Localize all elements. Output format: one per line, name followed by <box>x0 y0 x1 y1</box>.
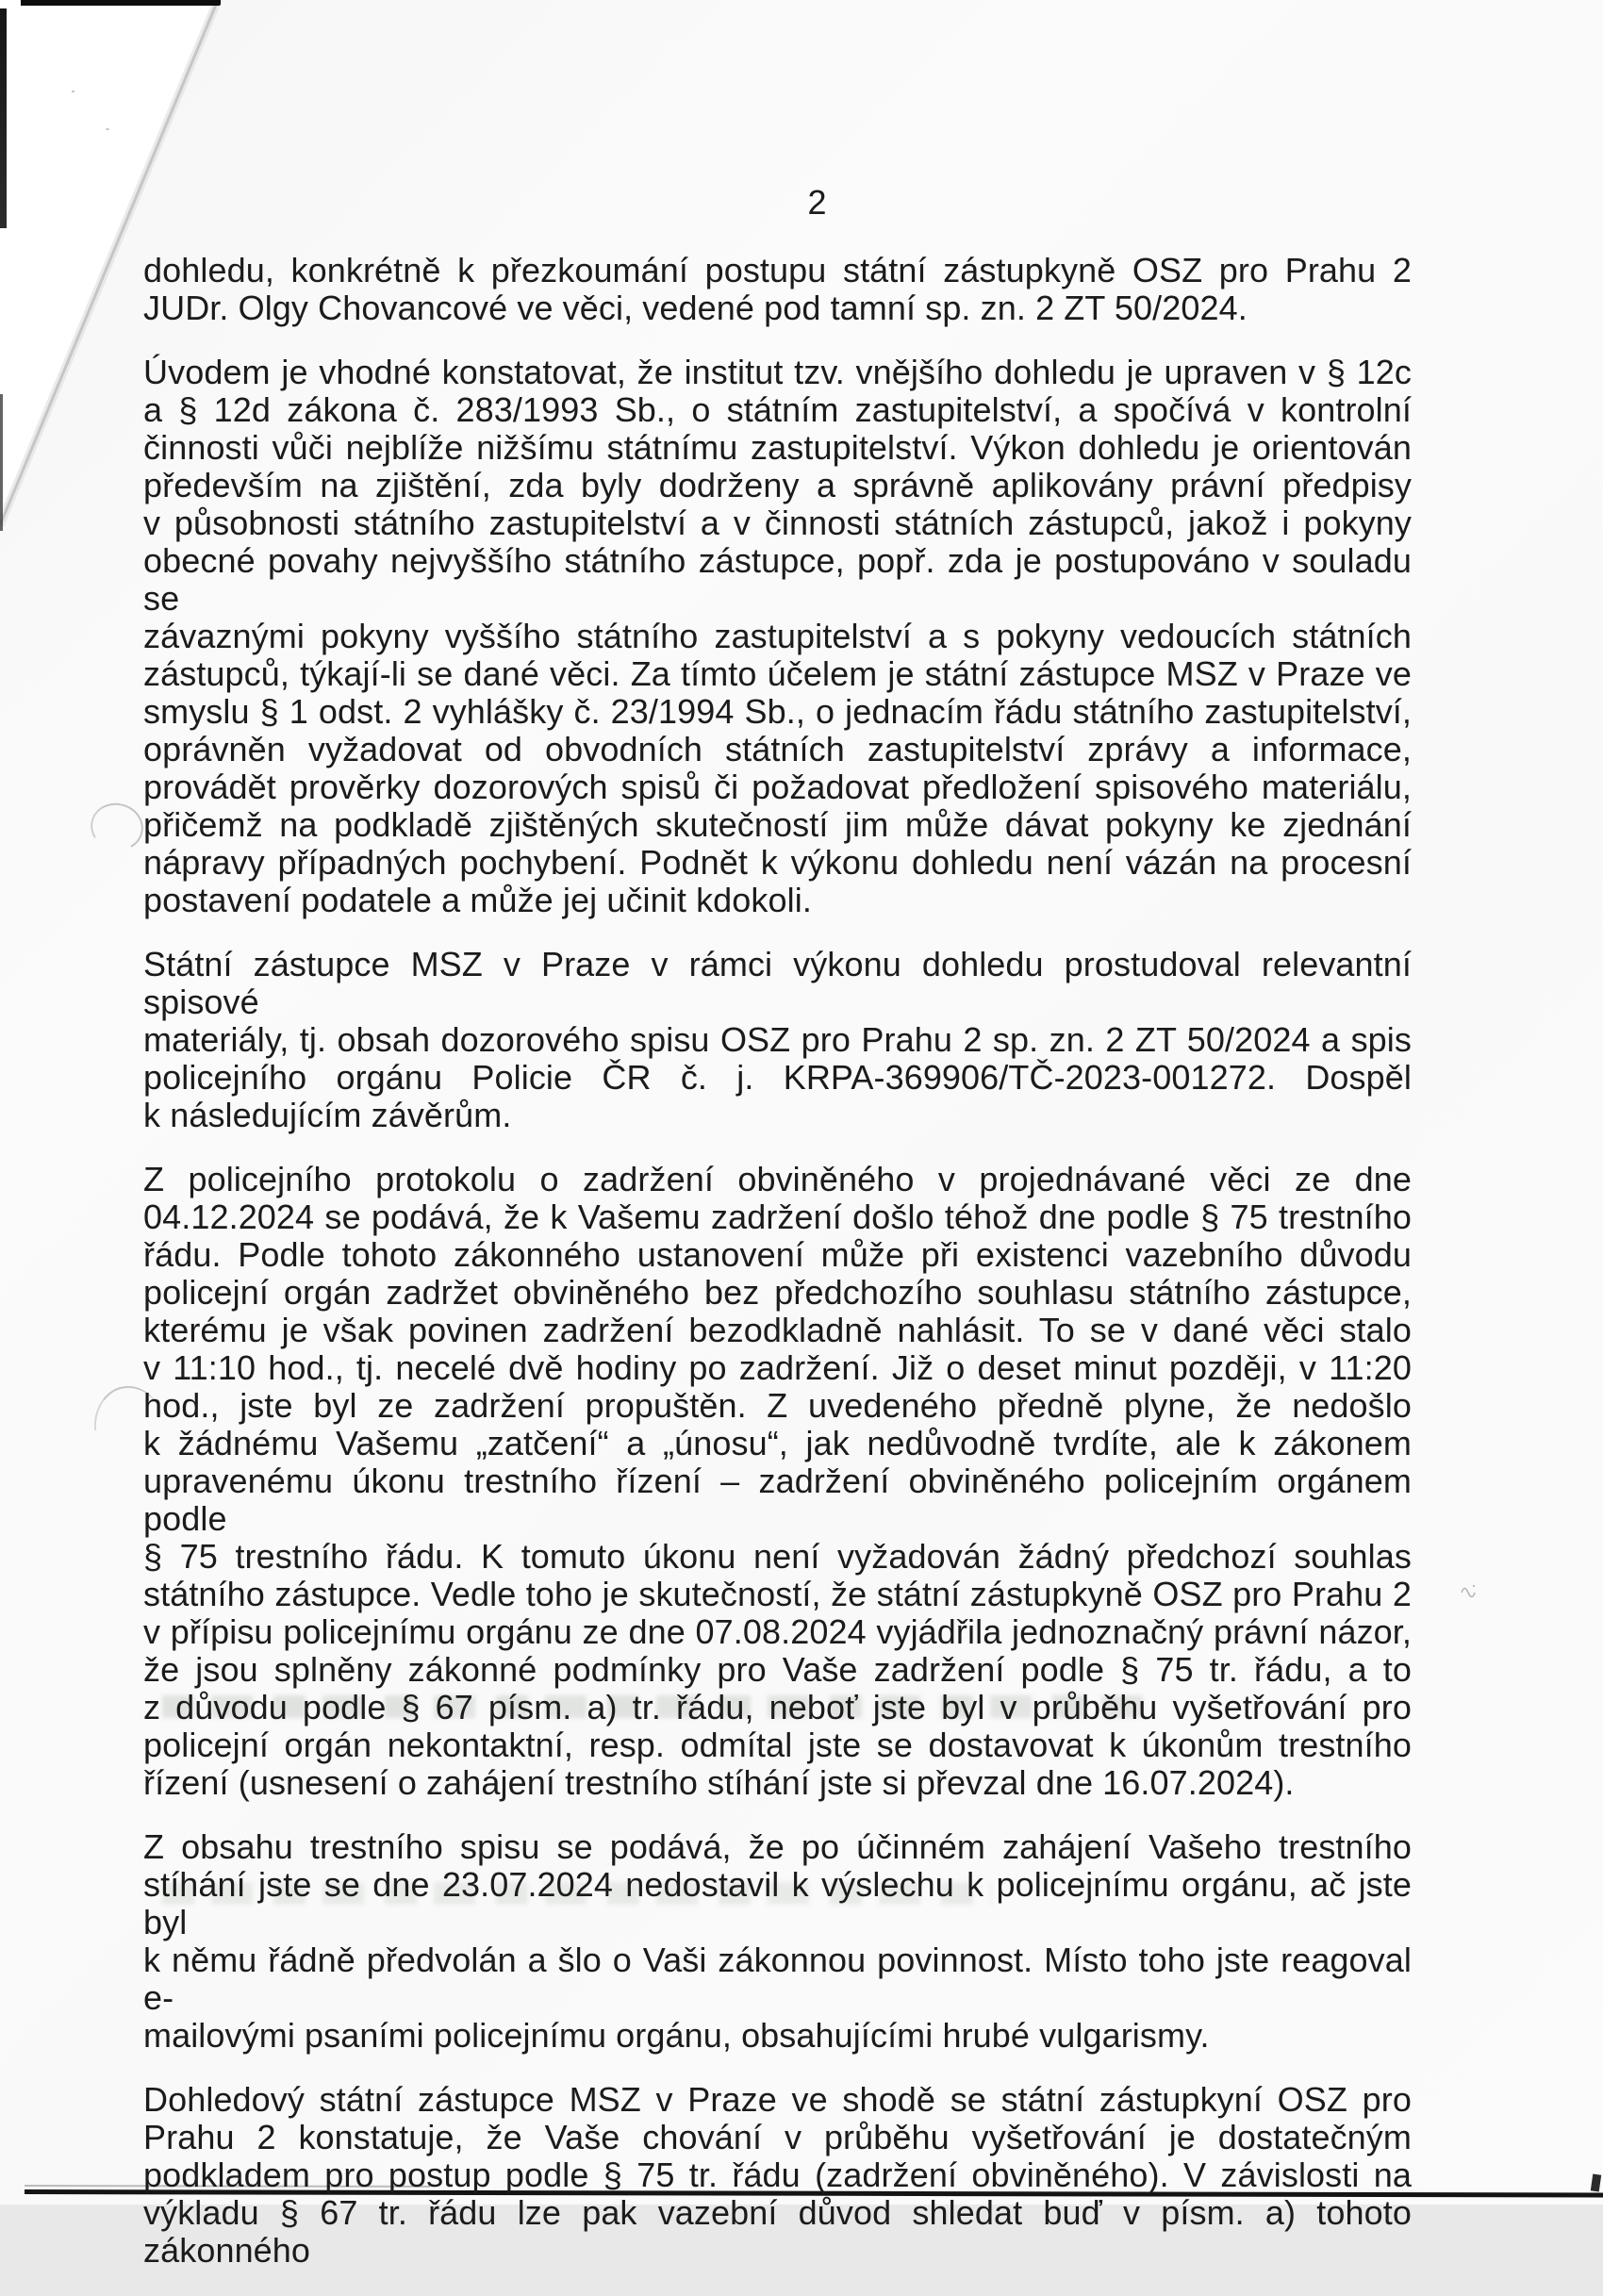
text-line: hod., jste byl ze zadržení propuštěn. Z uvedeného předně plyne, že nedošlo <box>143 1386 1412 1425</box>
text-line: nápravy případných pochybení. Podnět k výkonu dohledu není vázán na procesní <box>143 843 1412 882</box>
scanner-edge-bottom-right-mark <box>1591 2173 1601 2191</box>
text-line: policejní orgán nekontaktní, resp. odmítal jste se dostavovat k úkonům trestního <box>143 1726 1412 1764</box>
text-line: oprávněn vyžadovat od obvodních státních zastupitelství zprávy a informace, <box>143 730 1412 768</box>
paragraph <box>143 354 1412 919</box>
text-line: Státní zástupce MSZ v Praze v rámci výkonu dohledu prostudoval relevantní spisové <box>143 945 1412 1021</box>
text-line: závaznými pokyny vyššího státního zastupitelství a s pokyny vedoucích státních <box>143 617 1412 655</box>
scanner-edge-top <box>21 0 221 6</box>
document-body <box>143 252 1412 2270</box>
paragraph <box>143 1828 1412 2055</box>
text-line: státního zástupce. Vedle toho je skutečností, že státní zástupkyně OSZ pro Prahu 2 <box>143 1575 1412 1613</box>
text-line: Dohledový státní zástupce MSZ v Praze ve shodě se státní zástupkyní OSZ pro <box>143 2080 1412 2119</box>
text-line: kterému je však povinen zadržení bezodkladně nahlásit. To se v dané věci stalo <box>143 1311 1412 1349</box>
text-line: stíhání jste se dne 23.07.2024 nedostavil k výslechu k policejnímu orgánu, ač jste byl <box>143 1865 1412 1941</box>
text-line: materiály, tj. obsah dozorového spisu OSZ pro Prahu 2 sp. zn. 2 ZT 50/2024 a spis <box>143 1020 1412 1059</box>
text-line: smyslu § 1 odst. 2 vyhlášky č. 23/1994 Sb., o jednacím řádu státního zastupitelství, <box>143 692 1412 731</box>
text-line: podkladem pro postup podle § 75 tr. řádu (zadržení obviněného). V závislosti na <box>143 2156 1412 2194</box>
paragraph <box>143 252 1412 327</box>
text-line: v působnosti státního zastupitelství a v činnosti státních zástupců, jakož i pokyny <box>143 504 1412 542</box>
page-number: 2 <box>807 183 827 222</box>
text-line: 04.12.2024 se podává, že k Vašemu zadržení došlo téhož dne podle § 75 trestního <box>143 1198 1412 1236</box>
text-line: a § 12d zákona č. 283/1993 Sb., o státním zastupitelství, a spočívá v kontrolní <box>143 390 1412 429</box>
text-line: přičemž na podkladě zjištěných skutečností jim může dávat pokyny ke zjednání <box>143 805 1412 844</box>
scanner-edge-left-lower <box>0 394 3 531</box>
text-line: řízení (usnesení o zahájení trestního stíhání jste si převzal dne 16.07.2024). <box>143 1763 1295 1802</box>
text-line: provádět prověrky dozorových spisů či požadovat předložení spisového materiálu, <box>143 768 1412 806</box>
text-line: upravenému úkonu trestního řízení – zadržení obviněného policejním orgánem podle <box>143 1462 1412 1538</box>
text-line: obecné povahy nejvyššího státního zástupce, popř. zda je postupováno v souladu se <box>143 541 1412 618</box>
scanner-edge-left <box>0 8 7 228</box>
paragraph <box>143 2081 1412 2270</box>
text-line: činnosti vůči nejblíže nižšímu státnímu zastupitelství. Výkon dohledu je orientován <box>143 428 1412 467</box>
paragraph <box>143 1161 1412 1802</box>
text-line: dohledu, konkrétně k přezkoumání postupu státní zástupkyně OSZ pro Prahu 2 <box>143 251 1412 289</box>
text-line: zástupců, týkají-li se dané věci. Za tímto účelem je státní zástupce MSZ v Praze ve <box>143 654 1412 693</box>
text-line: v 11:10 hod., tj. necelé dvě hodiny po zadržení. Již o deset minut později, v 11:20 <box>143 1348 1412 1387</box>
text-line: mailovými psaními policejnímu orgánu, obsahujícími hrubé vulgarismy. <box>143 2016 1210 2055</box>
text-line: z důvodu podle § 67 písm. a) tr. řádu, neboť jste byl v průběhu vyšetřování pro <box>143 1688 1412 1726</box>
text-line: Z obsahu trestního spisu se podává, že po účinném zahájení Vašeho trestního <box>143 1827 1412 1866</box>
paragraph <box>143 946 1412 1134</box>
scan-speck <box>72 91 74 92</box>
text-line: policejního orgánu Policie ČR č. j. KRPA-369906/TČ-2023-001272. Dospěl <box>143 1058 1412 1097</box>
text-line: postavení podatele a může jej učinit kdokoli. <box>143 881 812 919</box>
document-content <box>143 184 1412 2296</box>
text-line: § 75 trestního řádu. K tomuto úkonu není vyžadován žádný předchozí souhlas <box>143 1537 1412 1576</box>
text-line: k žádnému Vašemu „zatčení“ a „únosu“, jak nedůvodně tvrdíte, ale k zákonem <box>143 1424 1412 1462</box>
text-line: v přípisu policejnímu orgánu ze dne 07.08.2024 vyjádřila jednoznačný právní názor, <box>143 1612 1412 1651</box>
text-line: k následujícím závěrům. <box>143 1096 512 1134</box>
pencil-arc-mark <box>86 798 148 856</box>
scan-speck <box>106 128 109 130</box>
text-line: policejní orgán zadržet obviněného bez předchozího souhlasu státního zástupce, <box>143 1273 1412 1312</box>
margin-squiggle-mark <box>1460 1582 1479 1599</box>
text-line: JUDr. Olgy Chovancové ve věci, vedené pod tamní sp. zn. 2 ZT 50/2024. <box>143 289 1248 327</box>
text-line: že jsou splněny zákonné podmínky pro Vaše zadržení podle § 75 tr. řádu, a to <box>143 1650 1412 1689</box>
text-line: výkladu § 67 tr. řádu lze pak vazební důvod shledat buď v písm. a) tohoto zákonného <box>143 2193 1412 2270</box>
text-line: řádu. Podle tohoto zákonného ustanovení může při existenci vazebního důvodu <box>143 1235 1412 1274</box>
text-line: především na zjištění, zda byly dodrženy a správně aplikovány právní předpisy <box>143 466 1412 504</box>
text-line: Z policejního protokolu o zadržení obviněného v projednávané věci ze dne <box>143 1160 1412 1198</box>
text-line: Úvodem je vhodné konstatovat, že institut tzv. vnějšího dohledu je upraven v § 12c <box>143 353 1412 391</box>
text-line: Prahu 2 konstatuje, že Vaše chování v průběhu vyšetřování je dostatečným <box>143 2118 1412 2156</box>
text-line: k němu řádně předvolán a šlo o Vaši zákonnou povinnost. Místo toho jste reagoval e- <box>143 1941 1412 2017</box>
